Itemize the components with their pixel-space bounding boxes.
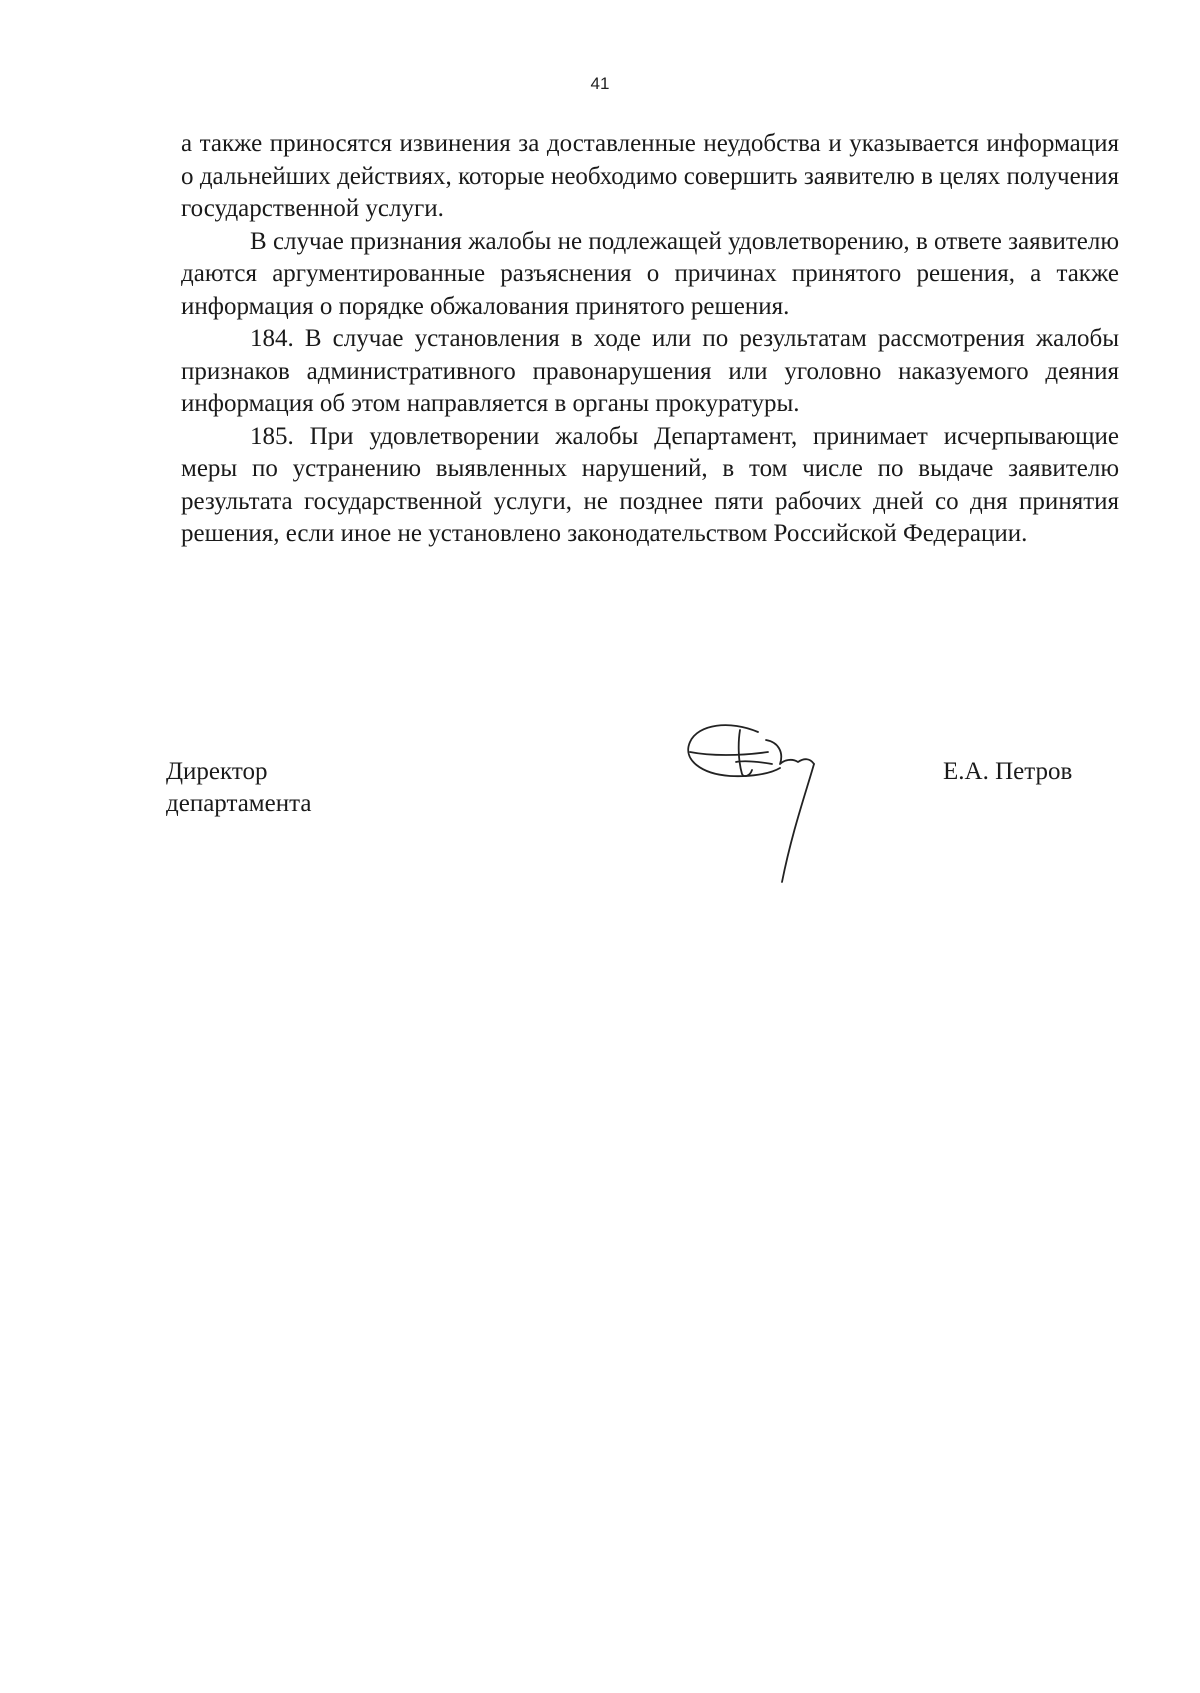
document-body <box>181 128 1119 551</box>
signatory-title <box>166 756 311 820</box>
paragraph-1: а также приносятся извинения за доставленные неудобства и указывается информация о дальнейших действиях, которые необходимо совершить заявителю в целях получения государственной услуги. <box>181 130 1119 222</box>
paragraph-184: 184. В случае установления в ходе или по результатам рассмотрения жалобы признаков административного правонарушения или уголовно наказуемого деяния информация об этом направляется в органы прокуратуры. <box>181 325 1119 417</box>
handwritten-signature <box>680 712 860 902</box>
paragraph-2: В случае признания жалобы не подлежащей удовлетворению, в ответе заявителю даются аргументированные разъяснения о причинах принятого решения, а также информация о порядке обжалования принятого решения. <box>181 227 1119 320</box>
signatory-title-line-2: департамента <box>166 790 312 817</box>
page-number: 41 <box>590 74 610 93</box>
signatory-name: Е.А. Петров <box>943 758 1073 785</box>
signatory-title-line-1: Директор <box>166 758 268 785</box>
paragraph-185: 185. При удовлетворении жалобы Департамент, принимает исчерпывающие меры по устранению выявленных нарушений, в том числе по выдаче заявителю результата государственной услуги, не позднее пяти рабочих дней со дня принятия решения, если иное не установлено законодательством Российской Федерации. <box>181 422 1119 547</box>
